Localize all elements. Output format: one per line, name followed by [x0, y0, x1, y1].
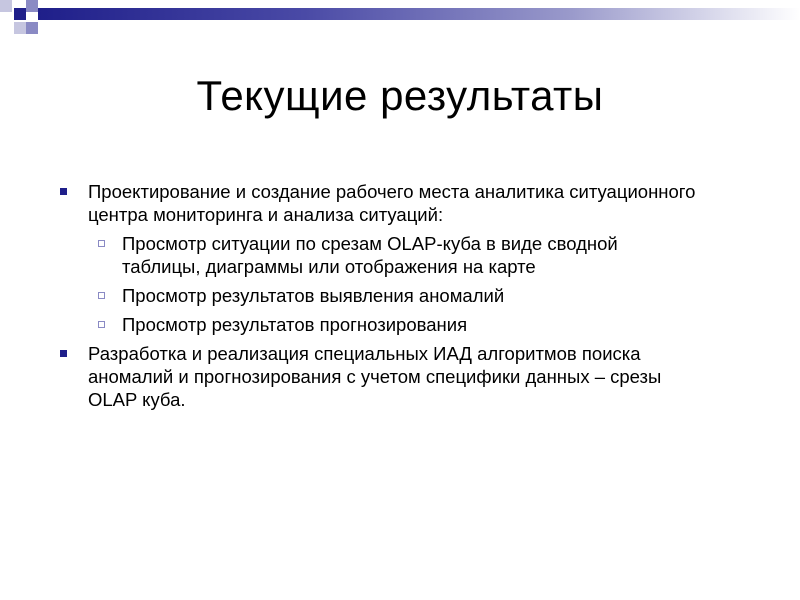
hollow-square-bullet-icon: [98, 240, 105, 247]
sub-bullet-text: Просмотр результатов выявления аномалий: [122, 285, 505, 306]
sub-bullet-text: Просмотр ситуации по срезам OLAP-куба в виде сводной таблицы, диаграммы или отображения на карте: [122, 233, 618, 277]
slide-title: Текущие результаты: [196, 72, 604, 119]
sub-bullet-item: [60, 284, 700, 307]
bullet-item: [60, 180, 700, 226]
header-gradient-bar: [38, 8, 800, 20]
header-decoration: [0, 0, 800, 36]
slide-content: [60, 180, 700, 417]
hollow-square-bullet-icon: [98, 321, 105, 328]
sub-bullet-item: [60, 232, 700, 278]
square-bullet-icon: [60, 350, 67, 357]
decor-square: [0, 0, 12, 12]
sub-bullet-text: Просмотр результатов прогнозирования: [122, 314, 468, 335]
decor-square: [26, 22, 38, 34]
bullet-text: Разработка и реализация специальных ИАД алгоритмов поиска аномалий и прогнозирования с учетом специфики данных – срезы OLAP куба.: [88, 343, 662, 410]
decor-square: [14, 8, 26, 20]
square-bullet-icon: [60, 188, 67, 195]
decor-square: [26, 0, 38, 12]
bullet-text: Проектирование и создание рабочего места аналитика ситуационного центра мониторинга и анализа ситуаций:: [88, 181, 696, 225]
bullet-item: [60, 342, 700, 411]
decor-square: [14, 22, 26, 34]
sub-bullet-item: [60, 313, 700, 336]
hollow-square-bullet-icon: [98, 292, 105, 299]
